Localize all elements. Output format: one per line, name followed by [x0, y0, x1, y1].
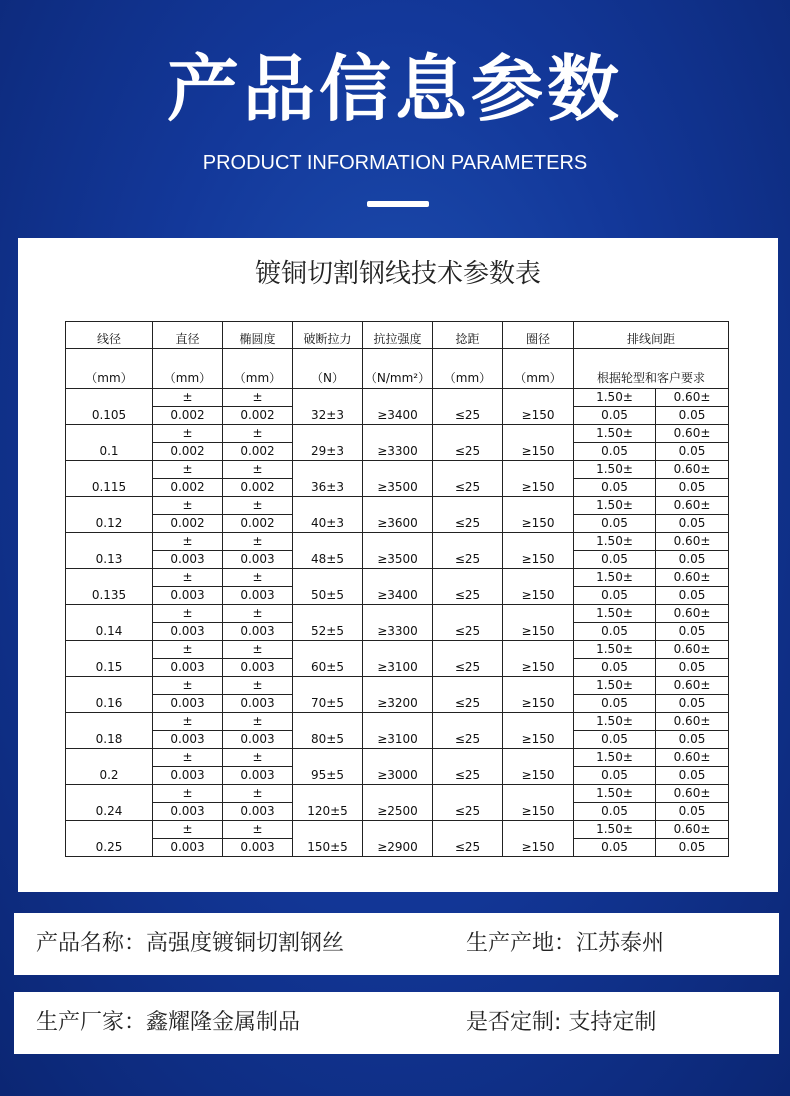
ovality-tolerance-value: 0.003 [223, 803, 293, 821]
ovality-tolerance-sign: ± [223, 821, 293, 839]
spec-table [65, 321, 729, 857]
column-header: 圈径 [503, 322, 574, 349]
spacing-a-tolerance: 0.05 [574, 803, 656, 821]
tensile-strength-cell: ≥3200 [363, 677, 433, 713]
spacing-a-tolerance: 0.05 [574, 623, 656, 641]
spacing-b-tolerance: 0.05 [656, 479, 729, 497]
spacing-a-cell: 1.50± [574, 677, 656, 695]
lay-length-cell: ≤25 [433, 533, 503, 569]
spacing-a-cell: 1.50± [574, 389, 656, 407]
diameter-tolerance-sign: ± [153, 497, 223, 515]
diameter-tolerance-value: 0.003 [153, 731, 223, 749]
ovality-tolerance-value: 0.003 [223, 731, 293, 749]
diameter-tolerance-sign: ± [153, 641, 223, 659]
ovality-tolerance-sign: ± [223, 641, 293, 659]
wire-diameter-cell: 0.1 [66, 425, 153, 461]
ovality-tolerance-value: 0.003 [223, 695, 293, 713]
tensile-strength-cell: ≥3400 [363, 389, 433, 425]
diameter-tolerance-value: 0.002 [153, 515, 223, 533]
diameter-tolerance-value: 0.003 [153, 839, 223, 857]
spacing-b-tolerance: 0.05 [656, 767, 729, 785]
breaking-force-cell: 48±5 [293, 533, 363, 569]
lay-length-cell: ≤25 [433, 461, 503, 497]
spacing-a-tolerance: 0.05 [574, 695, 656, 713]
spacing-b-tolerance: 0.05 [656, 839, 729, 857]
column-header: 排线间距 [574, 322, 729, 349]
customization-text: 是否定制: 支持定制 [466, 1010, 657, 1035]
lay-length-cell: ≤25 [433, 389, 503, 425]
ovality-tolerance-value: 0.003 [223, 839, 293, 857]
spacing-a-tolerance: 0.05 [574, 839, 656, 857]
spec-table-panel [18, 238, 778, 892]
tensile-strength-cell: ≥3300 [363, 425, 433, 461]
wire-diameter-cell: 0.24 [66, 785, 153, 821]
ovality-tolerance-sign: ± [223, 497, 293, 515]
table-row [66, 497, 729, 515]
coil-diameter-cell: ≥150 [503, 821, 574, 857]
column-header: 直径 [153, 322, 223, 349]
breaking-force-cell: 32±3 [293, 389, 363, 425]
spacing-b-tolerance: 0.05 [656, 515, 729, 533]
unit-label: （mm） [503, 349, 574, 389]
ovality-tolerance-sign: ± [223, 605, 293, 623]
lay-length-cell: ≤25 [433, 605, 503, 641]
page-subtitle: PRODUCT INFORMATION PARAMETERS [202, 152, 588, 174]
column-header: 线径 [66, 322, 153, 349]
diameter-tolerance-sign: ± [153, 677, 223, 695]
spacing-a-tolerance: 0.05 [574, 731, 656, 749]
spacing-b-tolerance: 0.05 [656, 803, 729, 821]
ovality-tolerance-value: 0.002 [223, 479, 293, 497]
table-row [66, 785, 729, 803]
breaking-force-cell: 150±5 [293, 821, 363, 857]
diameter-tolerance-value: 0.002 [153, 479, 223, 497]
spacing-b-cell: 0.60± [656, 461, 729, 479]
diameter-tolerance-value: 0.003 [153, 767, 223, 785]
spacing-a-cell: 1.50± [574, 713, 656, 731]
table-row [66, 641, 729, 659]
diameter-tolerance-sign: ± [153, 533, 223, 551]
diameter-tolerance-value: 0.003 [153, 623, 223, 641]
table-units-row [66, 349, 729, 389]
wire-diameter-cell: 0.16 [66, 677, 153, 713]
diameter-tolerance-sign: ± [153, 821, 223, 839]
spacing-a-tolerance: 0.05 [574, 587, 656, 605]
wire-diameter-cell: 0.12 [66, 497, 153, 533]
breaking-force-cell: 80±5 [293, 713, 363, 749]
breaking-force-cell: 120±5 [293, 785, 363, 821]
title-underline [367, 201, 429, 207]
diameter-tolerance-value: 0.003 [153, 695, 223, 713]
table-row [66, 821, 729, 839]
spacing-b-tolerance: 0.05 [656, 659, 729, 677]
spacing-b-cell: 0.60± [656, 533, 729, 551]
table-row [66, 713, 729, 731]
tensile-strength-cell: ≥3600 [363, 497, 433, 533]
unit-label: （mm） [66, 349, 153, 389]
unit-label: 根据轮型和客户要求 [574, 349, 729, 389]
wire-diameter-cell: 0.18 [66, 713, 153, 749]
wire-diameter-cell: 0.135 [66, 569, 153, 605]
unit-label: （N） [293, 349, 363, 389]
coil-diameter-cell: ≥150 [503, 461, 574, 497]
spacing-b-cell: 0.60± [656, 389, 729, 407]
diameter-tolerance-sign: ± [153, 605, 223, 623]
manufacturer-text: 生产厂家：鑫耀隆金属制品 [36, 1010, 301, 1035]
column-header: 破断拉力 [293, 322, 363, 349]
coil-diameter-cell: ≥150 [503, 713, 574, 749]
wire-diameter-cell: 0.25 [66, 821, 153, 857]
spacing-a-cell: 1.50± [574, 533, 656, 551]
coil-diameter-cell: ≥150 [503, 749, 574, 785]
ovality-tolerance-value: 0.003 [223, 587, 293, 605]
spacing-a-tolerance: 0.05 [574, 479, 656, 497]
diameter-tolerance-value: 0.003 [153, 587, 223, 605]
tensile-strength-cell: ≥3000 [363, 749, 433, 785]
spacing-b-cell: 0.60± [656, 425, 729, 443]
diameter-tolerance-sign: ± [153, 749, 223, 767]
spacing-a-cell: 1.50± [574, 497, 656, 515]
wire-diameter-cell: 0.14 [66, 605, 153, 641]
spacing-a-cell: 1.50± [574, 461, 656, 479]
tensile-strength-cell: ≥3500 [363, 461, 433, 497]
spacing-b-tolerance: 0.05 [656, 551, 729, 569]
breaking-force-cell: 50±5 [293, 569, 363, 605]
spacing-b-cell: 0.60± [656, 713, 729, 731]
diameter-tolerance-sign: ± [153, 713, 223, 731]
coil-diameter-cell: ≥150 [503, 785, 574, 821]
spacing-a-cell: 1.50± [574, 641, 656, 659]
table-row [66, 425, 729, 443]
spacing-a-tolerance: 0.05 [574, 515, 656, 533]
breaking-force-cell: 95±5 [293, 749, 363, 785]
spacing-a-cell: 1.50± [574, 425, 656, 443]
spacing-b-tolerance: 0.05 [656, 407, 729, 425]
origin-text: 生产产地：江苏泰州 [466, 931, 665, 956]
spacing-b-cell: 0.60± [656, 821, 729, 839]
spacing-b-tolerance: 0.05 [656, 731, 729, 749]
ovality-tolerance-sign: ± [223, 677, 293, 695]
lay-length-cell: ≤25 [433, 749, 503, 785]
ovality-tolerance-value: 0.003 [223, 623, 293, 641]
coil-diameter-cell: ≥150 [503, 569, 574, 605]
spacing-a-tolerance: 0.05 [574, 407, 656, 425]
coil-diameter-cell: ≥150 [503, 533, 574, 569]
spacing-a-cell: 1.50± [574, 785, 656, 803]
ovality-tolerance-sign: ± [223, 749, 293, 767]
table-row [66, 677, 729, 695]
unit-label: （mm） [433, 349, 503, 389]
coil-diameter-cell: ≥150 [503, 677, 574, 713]
column-header: 捻距 [433, 322, 503, 349]
breaking-force-cell: 70±5 [293, 677, 363, 713]
spacing-b-tolerance: 0.05 [656, 587, 729, 605]
ovality-tolerance-value: 0.002 [223, 515, 293, 533]
table-row [66, 569, 729, 587]
ovality-tolerance-value: 0.003 [223, 551, 293, 569]
ovality-tolerance-sign: ± [223, 569, 293, 587]
spacing-b-cell: 0.60± [656, 641, 729, 659]
table-row [66, 389, 729, 407]
diameter-tolerance-value: 0.002 [153, 407, 223, 425]
coil-diameter-cell: ≥150 [503, 389, 574, 425]
page-title: 产品信息参数 [166, 47, 623, 131]
breaking-force-cell: 36±3 [293, 461, 363, 497]
column-header: 抗拉强度 [363, 322, 433, 349]
table-row [66, 605, 729, 623]
info-bar-product [14, 913, 779, 975]
table-title: 镀铜切割钢线技术参数表 [254, 259, 541, 289]
tensile-strength-cell: ≥2500 [363, 785, 433, 821]
product-name-text: 产品名称：高强度镀铜切割钢丝 [36, 931, 345, 956]
lay-length-cell: ≤25 [433, 785, 503, 821]
diameter-tolerance-value: 0.002 [153, 443, 223, 461]
spacing-b-cell: 0.60± [656, 677, 729, 695]
diameter-tolerance-sign: ± [153, 461, 223, 479]
tensile-strength-cell: ≥2900 [363, 821, 433, 857]
table-row [66, 461, 729, 479]
diameter-tolerance-sign: ± [153, 425, 223, 443]
ovality-tolerance-sign: ± [223, 785, 293, 803]
info-bar-manufacturer [14, 992, 779, 1054]
ovality-tolerance-sign: ± [223, 713, 293, 731]
lay-length-cell: ≤25 [433, 641, 503, 677]
diameter-tolerance-value: 0.003 [153, 659, 223, 677]
diameter-tolerance-sign: ± [153, 785, 223, 803]
table-row [66, 533, 729, 551]
wire-diameter-cell: 0.105 [66, 389, 153, 425]
diameter-tolerance-value: 0.003 [153, 803, 223, 821]
lay-length-cell: ≤25 [433, 677, 503, 713]
spacing-b-cell: 0.60± [656, 785, 729, 803]
breaking-force-cell: 60±5 [293, 641, 363, 677]
tensile-strength-cell: ≥3400 [363, 569, 433, 605]
spacing-a-cell: 1.50± [574, 821, 656, 839]
ovality-tolerance-sign: ± [223, 389, 293, 407]
tensile-strength-cell: ≥3500 [363, 533, 433, 569]
lay-length-cell: ≤25 [433, 497, 503, 533]
spacing-b-cell: 0.60± [656, 497, 729, 515]
coil-diameter-cell: ≥150 [503, 425, 574, 461]
lay-length-cell: ≤25 [433, 713, 503, 749]
coil-diameter-cell: ≥150 [503, 497, 574, 533]
spacing-b-cell: 0.60± [656, 569, 729, 587]
diameter-tolerance-sign: ± [153, 569, 223, 587]
unit-label: （mm） [153, 349, 223, 389]
spacing-a-cell: 1.50± [574, 749, 656, 767]
spacing-b-cell: 0.60± [656, 749, 729, 767]
unit-label: （mm） [223, 349, 293, 389]
diameter-tolerance-value: 0.003 [153, 551, 223, 569]
table-row [66, 749, 729, 767]
breaking-force-cell: 29±3 [293, 425, 363, 461]
ovality-tolerance-value: 0.003 [223, 659, 293, 677]
spacing-a-tolerance: 0.05 [574, 767, 656, 785]
ovality-tolerance-sign: ± [223, 533, 293, 551]
lay-length-cell: ≤25 [433, 821, 503, 857]
breaking-force-cell: 52±5 [293, 605, 363, 641]
spacing-b-cell: 0.60± [656, 605, 729, 623]
ovality-tolerance-sign: ± [223, 461, 293, 479]
spacing-a-tolerance: 0.05 [574, 443, 656, 461]
spacing-b-tolerance: 0.05 [656, 623, 729, 641]
spacing-b-tolerance: 0.05 [656, 695, 729, 713]
lay-length-cell: ≤25 [433, 569, 503, 605]
spacing-a-cell: 1.50± [574, 569, 656, 587]
ovality-tolerance-value: 0.002 [223, 443, 293, 461]
spacing-b-tolerance: 0.05 [656, 443, 729, 461]
tensile-strength-cell: ≥3300 [363, 605, 433, 641]
wire-diameter-cell: 0.2 [66, 749, 153, 785]
spacing-a-tolerance: 0.05 [574, 659, 656, 677]
spacing-a-cell: 1.50± [574, 605, 656, 623]
wire-diameter-cell: 0.15 [66, 641, 153, 677]
diameter-tolerance-sign: ± [153, 389, 223, 407]
spacing-a-tolerance: 0.05 [574, 551, 656, 569]
wire-diameter-cell: 0.13 [66, 533, 153, 569]
wire-diameter-cell: 0.115 [66, 461, 153, 497]
unit-label: （N/mm²） [363, 349, 433, 389]
table-header-row [66, 322, 729, 349]
ovality-tolerance-value: 0.003 [223, 767, 293, 785]
column-header: 椭圆度 [223, 322, 293, 349]
lay-length-cell: ≤25 [433, 425, 503, 461]
ovality-tolerance-value: 0.002 [223, 407, 293, 425]
coil-diameter-cell: ≥150 [503, 641, 574, 677]
ovality-tolerance-sign: ± [223, 425, 293, 443]
breaking-force-cell: 40±3 [293, 497, 363, 533]
tensile-strength-cell: ≥3100 [363, 641, 433, 677]
tensile-strength-cell: ≥3100 [363, 713, 433, 749]
coil-diameter-cell: ≥150 [503, 605, 574, 641]
